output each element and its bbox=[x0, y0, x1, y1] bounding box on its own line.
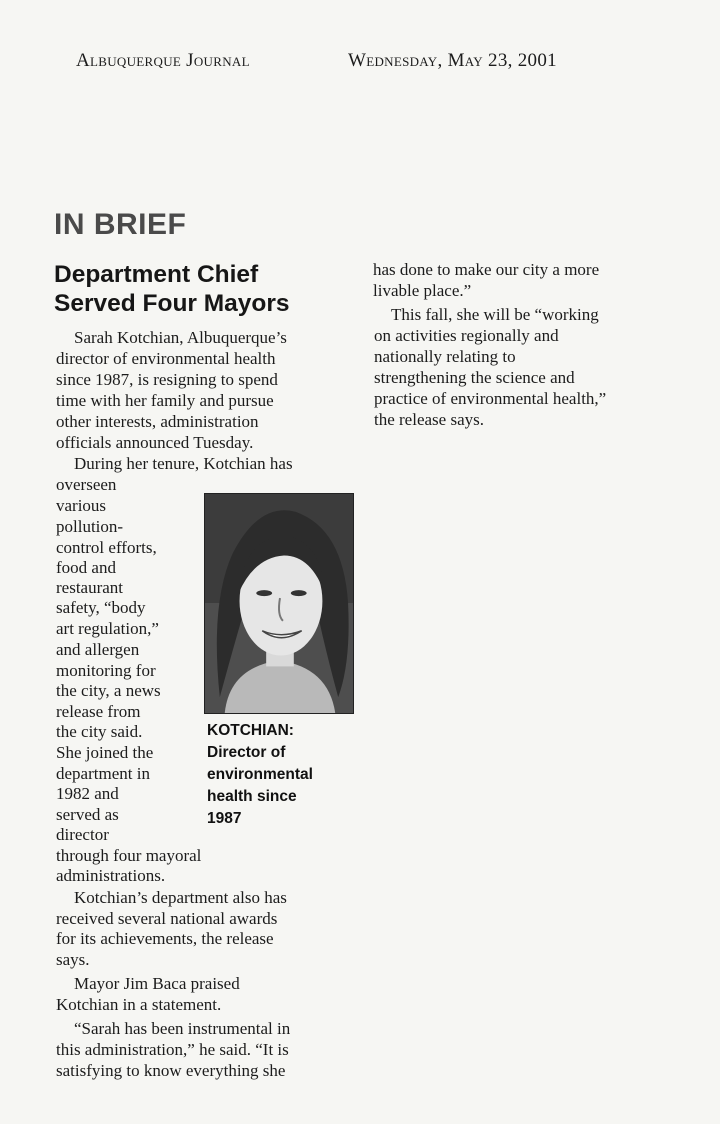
text-line: the city, a news bbox=[56, 681, 161, 700]
text-line: safety, “body bbox=[56, 598, 146, 617]
kotchian-photo bbox=[204, 493, 354, 714]
text-line: the release says. bbox=[374, 410, 484, 429]
text-line: 1982 and bbox=[56, 784, 119, 803]
caption-line: 1987 bbox=[207, 810, 242, 827]
caption-line: environmental bbox=[207, 766, 313, 783]
text-line: director of environmental health bbox=[56, 349, 276, 368]
text-line: art regulation,” bbox=[56, 619, 159, 638]
text-line: livable place.” bbox=[373, 281, 472, 300]
text-line: on activities regionally and bbox=[374, 326, 559, 345]
text-line: other interests, administration bbox=[56, 412, 259, 431]
headline-line: Served Four Mayors bbox=[54, 290, 290, 317]
text-line: strengthening the science and bbox=[374, 368, 575, 387]
text-line: overseen bbox=[56, 475, 117, 494]
text-line: “Sarah has been instrumental in bbox=[74, 1019, 291, 1038]
text-line: since 1987, is resigning to spend bbox=[56, 370, 278, 389]
text-line: department in bbox=[56, 764, 150, 783]
text-line: During her tenure, Kotchian has bbox=[74, 454, 293, 473]
text-line: satisfying to know everything she bbox=[56, 1061, 286, 1080]
section-kicker: IN BRIEF bbox=[54, 208, 187, 241]
newspaper-name: Albuquerque Journal bbox=[76, 50, 250, 71]
text-line: She joined the bbox=[56, 743, 154, 762]
caption-line: Director of bbox=[207, 744, 286, 761]
text-line: the city said. bbox=[56, 722, 143, 741]
caption-line: health since bbox=[207, 788, 297, 805]
photo-caption bbox=[207, 720, 357, 830]
text-line: administrations. bbox=[56, 866, 166, 885]
text-line: food and bbox=[56, 558, 116, 577]
text-line: various bbox=[56, 496, 107, 515]
text-line: This fall, she will be “working bbox=[391, 305, 599, 324]
text-line: officials announced Tuesday. bbox=[56, 433, 254, 452]
text-line: says. bbox=[56, 950, 90, 969]
text-line: Sarah Kotchian, Albuquerque’s bbox=[74, 328, 287, 347]
text-line: monitoring for bbox=[56, 661, 156, 680]
text-line: restaurant bbox=[56, 578, 124, 597]
text-line: through four mayoral bbox=[56, 846, 202, 865]
text-line: and allergen bbox=[56, 640, 140, 659]
text-line: served as bbox=[56, 805, 119, 824]
caption-line: KOTCHIAN: bbox=[207, 722, 294, 739]
text-line: control efforts, bbox=[56, 538, 157, 557]
text-line: pollution- bbox=[56, 517, 124, 536]
text-line: received several national awards bbox=[56, 909, 278, 928]
masthead bbox=[76, 50, 557, 72]
text-line: nationally relating to bbox=[374, 347, 516, 366]
text-line: practice of environmental health,” bbox=[374, 389, 607, 408]
text-line: has done to make our city a more bbox=[373, 260, 600, 279]
text-line: this administration,” he said. “It is bbox=[56, 1040, 289, 1059]
publication-date: Wednesday, May 23, 2001 bbox=[348, 50, 557, 71]
headline bbox=[54, 260, 354, 318]
text-line: director bbox=[56, 825, 109, 844]
headline-line: Department Chief bbox=[54, 261, 259, 288]
text-line: Mayor Jim Baca praised bbox=[74, 974, 240, 993]
text-line: release from bbox=[56, 702, 141, 721]
text-line: for its achievements, the release bbox=[56, 929, 274, 948]
text-line: time with her family and pursue bbox=[56, 391, 274, 410]
text-line: Kotchian’s department also has bbox=[74, 888, 287, 907]
text-line: Kotchian in a statement. bbox=[56, 995, 222, 1014]
